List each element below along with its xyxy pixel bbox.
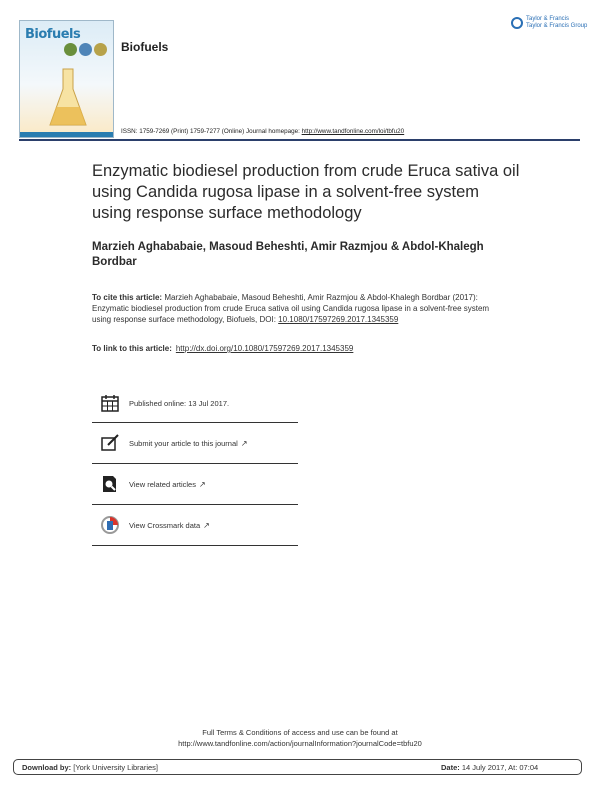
article-link-block — [92, 344, 353, 353]
crossmark-text: View Crossmark data — [129, 520, 201, 530]
flask-illustration — [48, 67, 88, 129]
issn-text: ISSN: 1759-7269 (Print) 1759-7277 (Online) Journal homepage: — [121, 128, 302, 135]
journal-name: Biofuels — [121, 40, 169, 54]
downloaded-by-label: Download by: — [22, 763, 72, 772]
article-info-list — [92, 384, 298, 546]
external-link-icon: ↗ — [240, 438, 248, 448]
submit-article-text: Submit your article to this journal — [129, 438, 238, 448]
related-articles-text: View related articles — [129, 479, 196, 489]
crossmark-link[interactable] — [92, 505, 298, 546]
published-online-text: Published online: 13 Jul 2017. — [129, 398, 230, 408]
date-label: Date: — [441, 763, 460, 772]
article-title: Enzymatic biodiesel production from crude Eruca sativa oil using Candida rugosa lipase in a solvent-free system using response surface methodology — [92, 162, 520, 222]
link-label: To link to this article: — [92, 344, 172, 353]
external-link-icon: ↗ — [203, 520, 210, 530]
cover-photos — [64, 43, 107, 56]
doi-link[interactable]: 10.1080/17597269.2017.1345359 — [278, 315, 399, 324]
calendar-icon — [100, 393, 120, 413]
submit-article-link[interactable] — [92, 423, 298, 464]
publisher-group: Taylor & Francis Group — [526, 23, 588, 29]
search-document-icon — [100, 474, 120, 494]
article-authors: Marzieh Aghababaie, Masoud Beheshti, Amir Razmjou & Abdol-Khalegh Bordbar — [92, 241, 484, 268]
cover-title: Biofuels — [25, 27, 81, 42]
issn-line — [121, 128, 404, 135]
related-articles-link[interactable] — [92, 464, 298, 505]
journal-homepage-link[interactable]: http://www.tandfonline.com/loi/tbfu20 — [301, 128, 405, 135]
downloaded-by-value: [York University Libraries] — [71, 763, 159, 772]
edit-icon — [100, 433, 120, 453]
citation-block — [92, 292, 502, 325]
journal-cover-image — [19, 20, 114, 138]
header-divider — [19, 139, 580, 141]
crossmark-icon — [100, 515, 120, 535]
published-online-row — [92, 384, 298, 423]
cite-label: To cite this article: — [92, 293, 163, 302]
terms-url-link[interactable]: http://www.tandfonline.com/action/journalInformation?journalCode=tbfu20 — [178, 739, 422, 748]
article-url-link[interactable]: http://dx.doi.org/10.1080/17597269.2017.1345359 — [175, 344, 354, 353]
download-info-bar — [13, 759, 582, 775]
publisher-name: Taylor & Francis — [526, 16, 570, 22]
publisher-mark-icon — [511, 17, 523, 29]
terms-line: Full Terms & Conditions of access and use can be found at — [202, 728, 398, 737]
date-value: 14 July 2017, At: 07:04 — [459, 763, 539, 772]
terms-notice — [0, 727, 600, 749]
publisher-logo — [511, 16, 587, 30]
cite-text: Marzieh Aghababaie, Masoud Beheshti, Amir Razmjou & Abdol-Khalegh Bordbar (2017): Enzymatic biodiesel production from crude Eruca sativa oil using Candida rugosa lipase in a solvent-free system using response surface methodology, Biofuels, DOI: — [92, 293, 490, 324]
external-link-icon: ↗ — [198, 479, 206, 489]
